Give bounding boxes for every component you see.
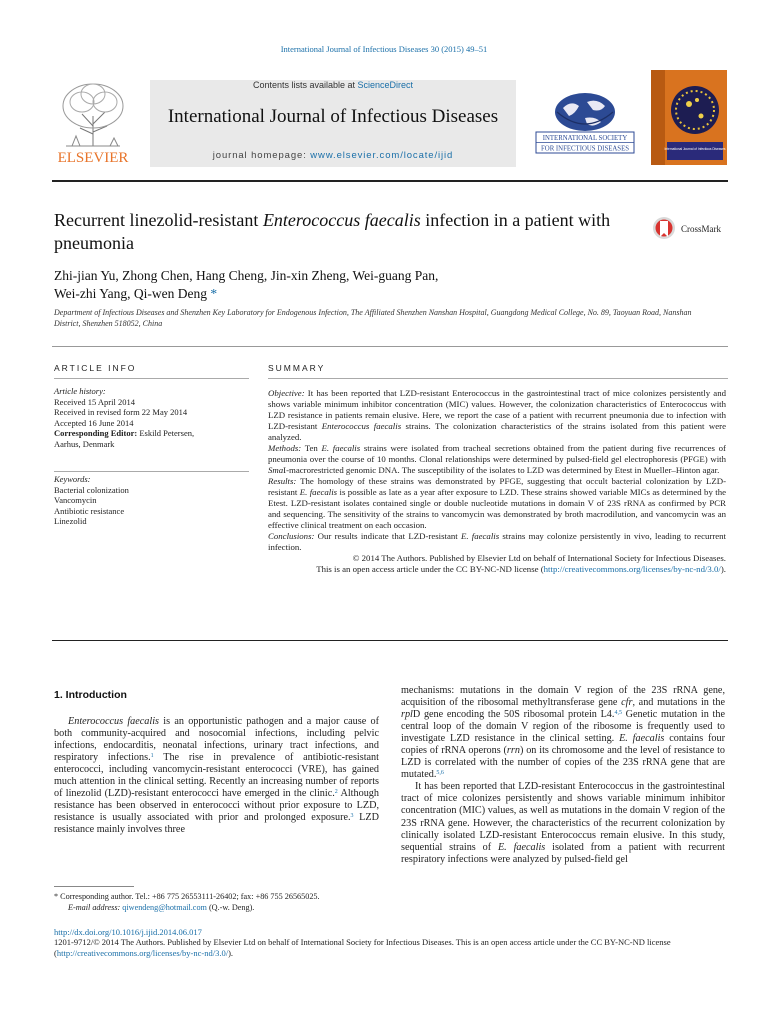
journal-citation[interactable]: International Journal of Infectious Diseases 30 (2015) 49–51 bbox=[280, 44, 488, 54]
keyword-item: Antibiotic resistance bbox=[54, 505, 125, 516]
journal-title: International Journal of Infectious Diseases bbox=[167, 106, 499, 127]
keyword-item: Linezolid bbox=[54, 516, 87, 526]
summary-rule bbox=[268, 378, 728, 379]
journal-homepage: journal homepage: www.elsevier.com/locate/ijid bbox=[212, 150, 454, 161]
reference-link[interactable]: 3 bbox=[350, 813, 354, 820]
article-history: Article history: Received 15 April 2014 Received in revised form 22 May 2014 Accepted 16 June 2014 Corresponding Editor: Eskild Petersen, Aarhus, Denmark bbox=[54, 386, 195, 449]
header-rule bbox=[52, 180, 728, 182]
contents-line: Contents lists available at ScienceDirect bbox=[252, 80, 414, 90]
summary-bottom-rule bbox=[52, 640, 728, 641]
reference-link[interactable]: 5,6 bbox=[436, 770, 444, 777]
journal-cover-thumbnail bbox=[651, 70, 727, 165]
summary-copyright: © 2014 The Authors. Published by Elsevier Ltd on behalf of International Society for Infectious Diseases. This is an open access article under the CC BY-NC-ND license (http://creativecommons.org/licenses/by-nc-nd/3.0/). bbox=[316, 553, 726, 574]
author-list: Zhi-jian Yu, Zhong Chen, Hang Cheng, Jin-xin Zheng, Wei-guang Pan, Wei-zhi Yang, Qi-wen Deng * bbox=[54, 268, 439, 301]
doi-link[interactable]: http://dx.doi.org/10.1016/j.ijid.2014.06.017 bbox=[54, 927, 202, 937]
svg-text:FOR INFECTIOUS DISEASES: FOR INFECTIOUS DISEASES bbox=[541, 145, 629, 153]
sciencedirect-link[interactable]: ScienceDirect bbox=[357, 80, 414, 90]
license-link[interactable]: http://creativecommons.org/licenses/by-nc-nd/3.0/ bbox=[543, 564, 721, 574]
paragraph: mechanisms: mutations in the domain V region of the 23S rRNA gene, acquisition of the ribosomal methyltransferase gene cfr, and mutations in the rplD gene encoding the 50S ribosomal protein L4.$^{4,5}$ Genetic mutation in the central loop of the domain V region of the ribosome is frequently used to investigate LZD resistance in the clinical setting. E. faecalis contains four copies of rRNA operons (rrn) on its chromosome and the level of resistance to LZD is correlated with the number of copies of the 23S rRNA gene that are mutated.$^{5,6}$ bbox=[401, 685, 725, 781]
globe-icon bbox=[555, 93, 615, 131]
paragraph: Enterococcus faecalis is an opportunistic pathogen and a major cause of both community-acquired and nosocomial infections, including pelvic infections, endocarditis, neonatal infections, urinary tract infections, and respiratory infections.$^1$ The rise in prevalence of antibiotic-resistant enterococci, including vancomycin-resistant enterococci (VRE), has gained much attention in the clinical setting. Recently an increasing number of reports of linezolid (LZD)-resistant enterococci have emerged in the clinic.$^2$ Although resistance has been observed in enterococci without prior exposure to LZD, resistance is usually associated with prior and prolonged exposure.$^3$ LZD resistance mainly involves three bbox=[54, 716, 379, 836]
homepage-link[interactable]: www.elsevier.com/locate/ijid bbox=[310, 150, 454, 161]
reference-link[interactable]: 1 bbox=[150, 753, 154, 760]
paragraph: It has been reported that LZD-resistant Enterococcus in the gastrointestinal tract of mice colonizes persistently and shows variable minimum inhibitor concentration (MIC) values, as well as mutations in the domain V region of the 23S rRNA gene. However, the characteristics of the recurrent colonization by clinically isolated LZD-resistant Enterococcus remain elusive. In this study, sequential strains of E. faecalis isolated from a patient with recurrent respiratory infections were analyzed by pulsed-field gel bbox=[401, 781, 725, 865]
reference-link[interactable]: 2 bbox=[334, 789, 338, 796]
reference-link[interactable]: 4,5 bbox=[614, 710, 622, 717]
body-column-left bbox=[54, 716, 379, 836]
article-info-heading: ARTICLE INFO bbox=[54, 363, 137, 373]
email-link[interactable]: qiwendeng@hotmail.com bbox=[122, 903, 207, 912]
corresponding-author-footnote: * Corresponding author. Tel.: +86 775 26553111-26402; fax: +86 755 26565025. E-mail address: qiwendeng@hotmail.com (Q.-w. Deng). bbox=[54, 892, 320, 912]
issn-copyright: 1201-9712/© 2014 The Authors. Published by Elsevier Ltd on behalf of International Society for Infectious Diseases. This is an open access article under the CC BY-NC-ND license (http://creativecommons.org/licenses/by-nc-nd/3.0/). bbox=[54, 937, 671, 958]
summary-heading: SUMMARY bbox=[268, 363, 326, 373]
svg-text:CrossMark: CrossMark bbox=[681, 224, 721, 234]
crossmark-badge[interactable] bbox=[652, 213, 732, 243]
affiliation: Department of Infectious Diseases and Shenzhen Key Laboratory for Endogenous Infection, The Affiliated Shenzhen Nanshan Hospital, Guangdong Medical College, No. 89, Taoyuan Road, Nanshan District, Shenzhen 518052, China bbox=[54, 308, 692, 328]
elsevier-tree-icon bbox=[63, 84, 123, 146]
svg-text:INTERNATIONAL SOCIETY: INTERNATIONAL SOCIETY bbox=[542, 135, 628, 142]
footer-license-link[interactable]: http://creativecommons.org/licenses/by-nc-nd/3.0/ bbox=[56, 948, 229, 958]
keyword-item: Bacterial colonization bbox=[54, 484, 129, 495]
keywords-rule bbox=[54, 471, 249, 472]
corresponding-author-mark[interactable]: * bbox=[210, 286, 218, 301]
article-title: Recurrent linezolid-resistant Enterococcus faecalis infection in a patient with pneumonia bbox=[54, 210, 611, 253]
footnote-rule bbox=[54, 886, 134, 887]
keywords: Keywords: Bacterial colonization Vancomycin Antibiotic resistance Linezolid bbox=[54, 474, 254, 527]
title-rule bbox=[52, 346, 728, 347]
summary-results: Results: The homology of these strains was demonstrated by PFGE, suggesting that occult bacterial colonization by LZD-resistant E. faecalis is possible as late as a year after exposure to LZD. These strains showed variable MICs as determined by the Etest. LZD-resistant isolates contained single or double nucleotide mutations in domain V of 23S rRNA as confirmed by PCR and sequencing. The sensitivity of the strains to vancomycin was demonstrated by broth macrodilution, and vancomycin was an effective clinical treatment on each occasion. bbox=[268, 476, 727, 530]
keyword-item: Vancomycin bbox=[54, 495, 97, 505]
body-column-right bbox=[401, 685, 725, 866]
summary-objective: Objective: It has been reported that LZD-resistant Enterococcus in the gastrointestinal tract of mice colonizes persistently and shows variable minimum inhibitor concentration (MIC) values. However, the colonization characteristics of Enterococcus with LZD resistance in patients remain elusive. Here, we report the case of a patient with recurrent pneumonia due to infection with LZD-resistant Enterococcus faecalis strains. The colonization characteristics of the strains isolated from this patient were analyzed. bbox=[268, 388, 726, 442]
crossmark-icon bbox=[652, 213, 732, 243]
elsevier-wordmark: ELSEVIER bbox=[57, 150, 129, 164]
isid-logo bbox=[535, 92, 635, 154]
summary-abstract bbox=[268, 388, 726, 575]
elsevier-logo bbox=[52, 76, 134, 164]
summary-methods: Methods: Ten E. faecalis strains were isolated from tracheal secretions obtained from the patient during five recurrences of pneumonia over the course of 10 months. Clonal relationships were determined by pulsed-field gel electrophoresis (PFGE) with SmaI-macrorestricted genomic DNA. The susceptibility of the isolates to LZD was determined by Etest in Mueller–Hinton agar. bbox=[268, 443, 726, 475]
section-heading-introduction: 1. Introduction bbox=[54, 689, 127, 701]
svg-text:International Journal of Infec: International Journal of Infectious Diseases bbox=[664, 147, 726, 151]
info-rule bbox=[54, 378, 249, 379]
summary-conclusions: Conclusions: Our results indicate that LZD-resistant E. faecalis strains may colonize persistently in vivo, leading to recurrent infection. bbox=[268, 531, 726, 552]
